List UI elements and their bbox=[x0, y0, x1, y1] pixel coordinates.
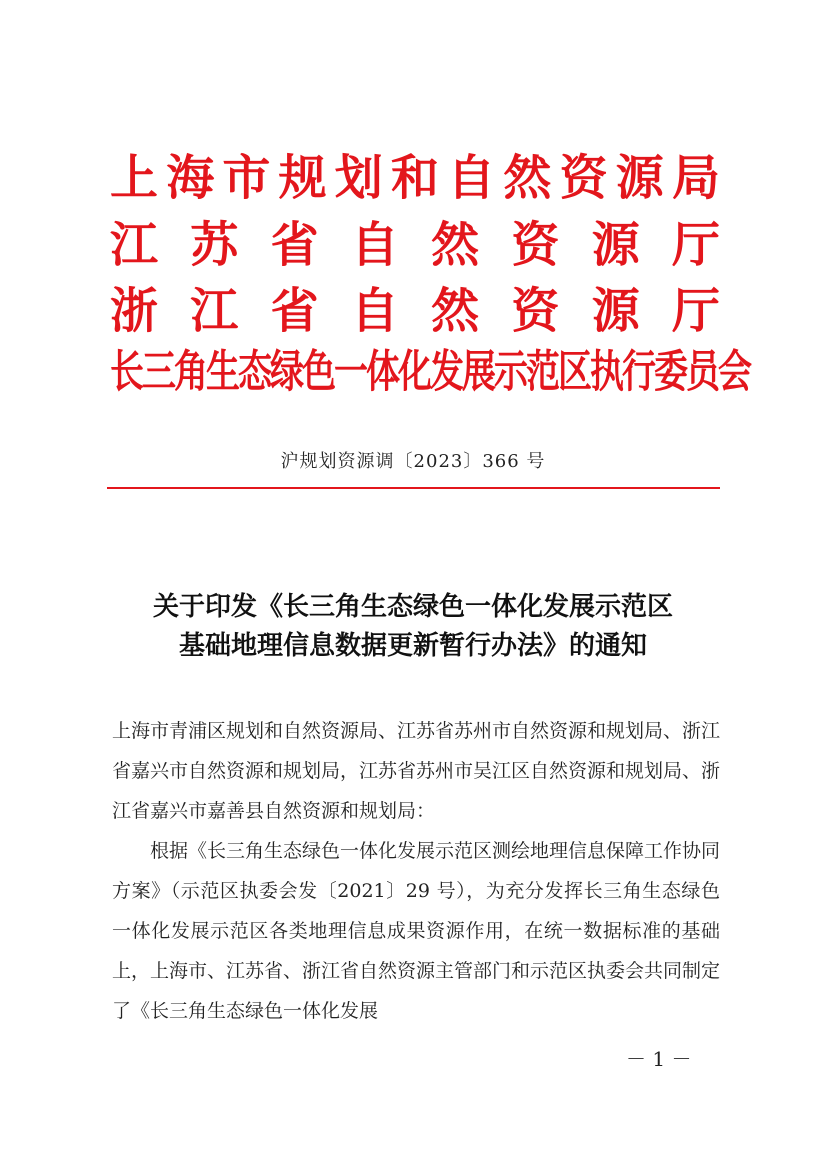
notice-title-line1: 关于印发《长三角生态绿色一体化发展示范区 bbox=[152, 592, 673, 622]
page-number: － 1 － bbox=[626, 1047, 692, 1071]
recipients: 上海市青浦区规划和自然资源局、江苏省苏州市自然资源和规划局、浙江省嘉兴市自然资源和规划局，江苏省苏州市吴江区自然资源和规划局、浙江省嘉兴市嘉善县自然资源和规划局： bbox=[112, 720, 721, 822]
document-body bbox=[112, 711, 720, 1031]
issuer-shanghai: 上海市规划和自然资源局 bbox=[110, 150, 720, 206]
notice-title-line2: 基础地理信息数据更新暂行办法》的通知 bbox=[178, 631, 647, 661]
red-divider bbox=[107, 487, 720, 489]
document-number: 沪规划资源调〔2023〕366 号 bbox=[280, 451, 546, 472]
issuer-jiangsu: 江苏省自然资源厅 bbox=[110, 217, 720, 273]
issuer-zhejiang: 浙江省自然资源厅 bbox=[110, 283, 720, 339]
issuer-executive-committee: 长三角生态绿色一体化发展示范区执行委员会 bbox=[110, 346, 750, 398]
body-paragraph: 根据《长三角生态绿色一体化发展示范区测绘地理信息保障工作协同方案》（示范区执委会发〔2021〕29 号），为充分发挥长三角生态绿色一体化发展示范区各类地理信息成果资源作用，在统一数据标准的基础上，上海市、江苏省、浙江省自然资源主管部门和示范区执委会共同制定了《长三角生态绿色一体化发展 bbox=[112, 840, 721, 1022]
